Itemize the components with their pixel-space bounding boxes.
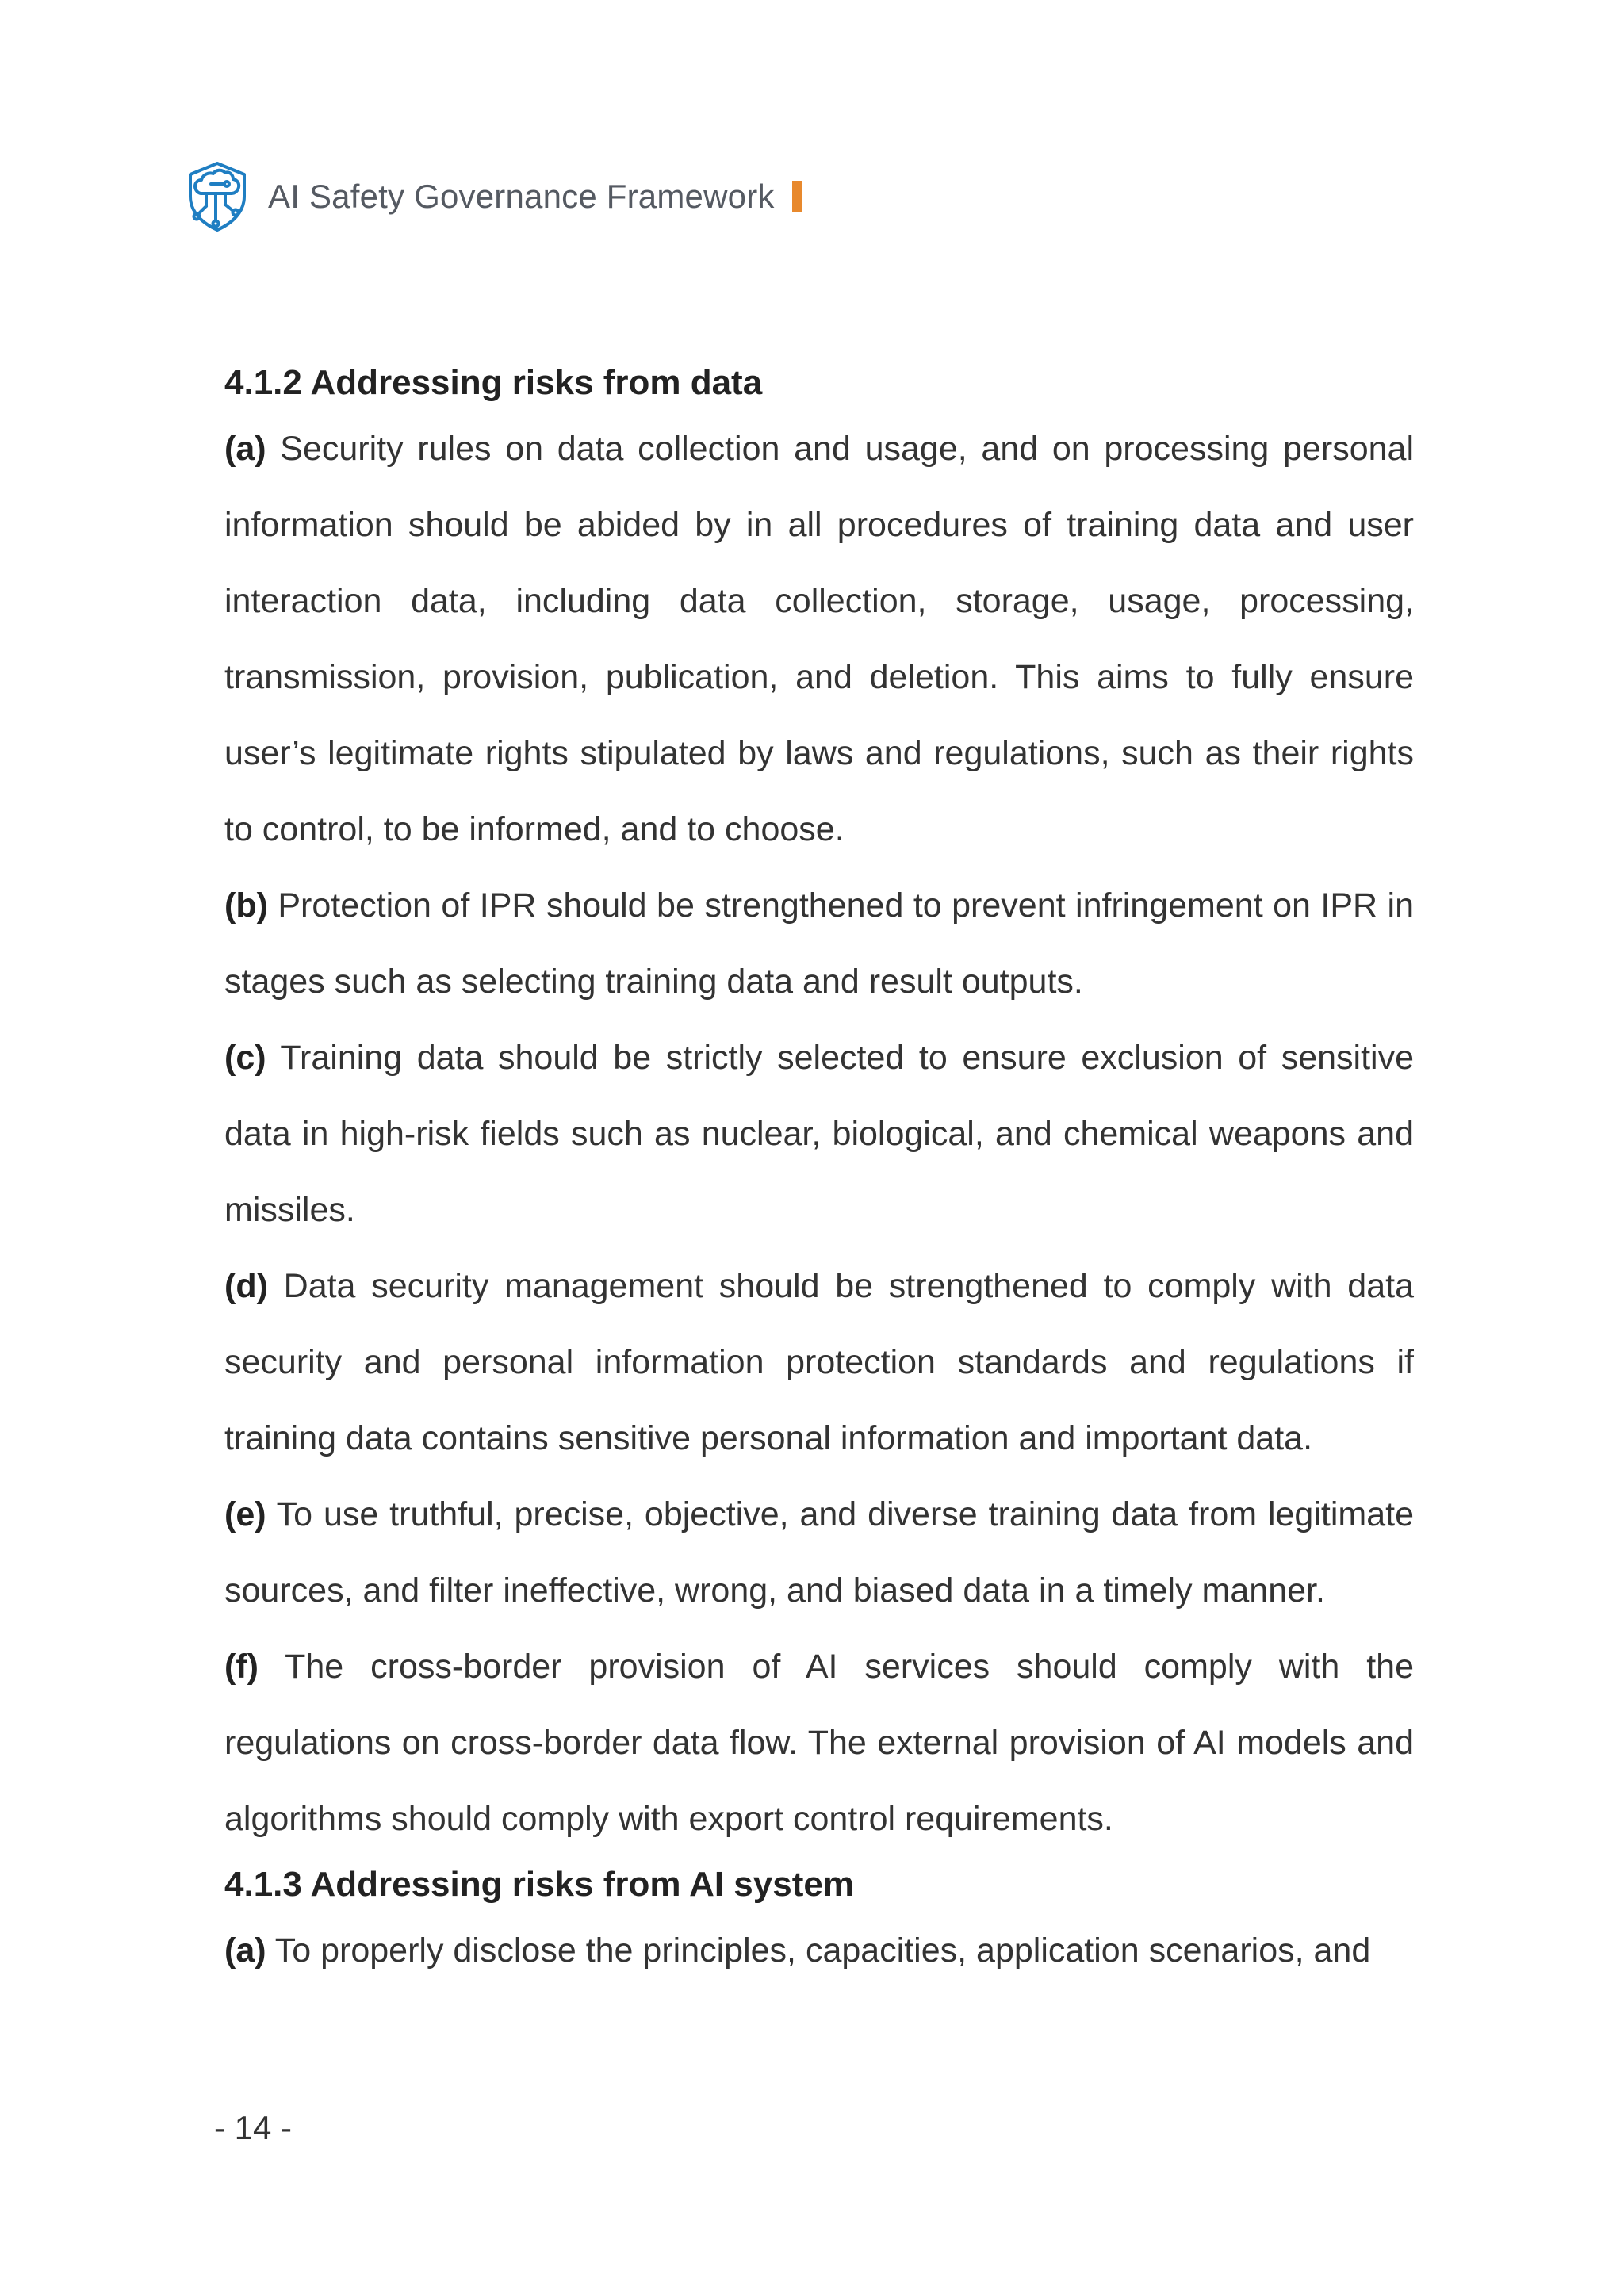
item-text: Security rules on data collection and usage, and on processing personal information should be abided by in all procedures of training data and user interaction data, including data collection, storage, usage, processing, transmission, provision, publication, and deletion. This aims to fully ensure user’s legitimate rights stipulated by laws and regulations, such as their rights to control, to be informed, and to choose. <box>224 430 1414 848</box>
item-label: (e) <box>224 1495 266 1533</box>
list-item <box>224 411 1414 867</box>
list-item <box>224 1476 1414 1629</box>
item-label: (f) <box>224 1648 259 1686</box>
header-accent-bar <box>792 181 802 212</box>
item-text: Protection of IPR should be strengthened to prevent infringement on IPR in stages such as selecting training data and result outputs. <box>224 886 1414 1001</box>
section-heading-4-1-2: 4.1.2 Addressing risks from data <box>224 363 763 402</box>
item-text: Data security management should be strengthened to comply with data security and personal information protection standards and regulations if training data contains sensitive personal information and important data. <box>224 1267 1414 1457</box>
item-label: (a) <box>224 1931 266 1970</box>
item-label: (b) <box>224 886 268 924</box>
page-number: - 14 - <box>214 2109 293 2146</box>
list-item <box>224 1248 1414 1476</box>
item-text: To properly disclose the principles, capacities, application scenarios, and <box>266 1931 1371 1970</box>
item-text: Training data should be strictly selected to ensure exclusion of sensitive data in high-risk fields such as nuclear, biological, and chemical weapons and missiles. <box>224 1039 1414 1229</box>
document-title: AI Safety Governance Framework <box>268 178 775 215</box>
section-heading-4-1-3: 4.1.3 Addressing risks from AI system <box>224 1865 854 1904</box>
item-text: To use truthful, precise, objective, and diverse training data from legitimate sources, and filter ineffective, wrong, and biased data in a timely manner. <box>224 1495 1414 1610</box>
document-header <box>179 159 802 235</box>
item-label: (c) <box>224 1039 266 1077</box>
document-body <box>224 355 1414 1989</box>
list-item <box>224 1020 1414 1248</box>
list-item <box>224 867 1414 1020</box>
item-text: The cross-border provision of AI services should comply with the regulations on cross-border data flow. The external provision of AI models and algorithms should comply with export control requirements. <box>224 1648 1414 1838</box>
list-item <box>224 1912 1414 1989</box>
shield-circuit-logo-icon <box>179 159 255 235</box>
item-label: (a) <box>224 430 266 468</box>
list-item <box>224 1629 1414 1857</box>
item-label: (d) <box>224 1267 268 1305</box>
